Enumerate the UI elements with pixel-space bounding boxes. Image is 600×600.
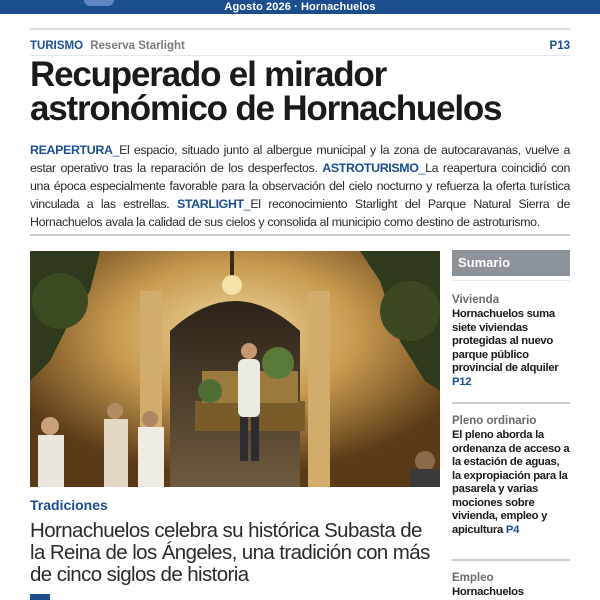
deck-keyword-astroturismo: ASTROTURISMO [322,161,419,175]
section-header [30,39,570,53]
sidebar-item-text: Hornachuelos [452,586,524,598]
section-page-number: P13 [549,40,570,52]
headline-line-1: Recuperado el mirador [30,55,387,94]
sidebar-divider [452,402,570,404]
sidebar-summary [452,246,570,600]
deck-text-starlight: El reconocimiento Starlight del Parque Natural Sierra de Hornachuelos avala la calidad de sus cielos y consolida al municipio como destino de astroturismo. [30,197,571,229]
sidebar-item-text: Hornachuelos suma siete viviendas protegidas al nuevo parque público provincial de alquiler P12 [452,308,559,388]
deck-text-astroturismo: La reapertura coincidió con una época especialmente favorable para la observación del cielo nocturno y refuerza la oferta turística vinculada a las estrellas. [30,161,570,211]
sidebar-item-empleo[interactable] [452,571,570,600]
deck-keyword-reapertura: REAPERTURA [30,143,113,157]
section-category[interactable]: TURISMO [30,40,84,52]
procession-photo-illustration [30,251,440,487]
sidebar-item-page: P12 [452,375,472,388]
sidebar-divider [452,280,570,281]
edition-date: Agosto 2026 · Hornachuelos [224,1,376,13]
sidebar-item-kicker: Empleo [452,572,494,584]
article-headline[interactable] [30,55,570,128]
sidebar-heading: Sumario [452,250,570,276]
sidebar-item-kicker: Vivienda [452,294,500,306]
sidebar-item-pleno[interactable] [452,414,570,537]
top-banner [0,0,600,14]
feature-title[interactable]: Hornachuelos celebra su histórica Subasta de la Reina de los Ángeles, una tradición con más de cinco siglos de historia [30,519,430,586]
sidebar-divider [452,559,570,561]
deck-divider [30,234,570,236]
feature-photo[interactable] [30,251,440,487]
deck-text-reapertura: El espacio, situado junto al albergue municipal y la zona de autocaravanas, vuelve a estar operativo tras la reparación de los desperfectos. [30,143,570,175]
sidebar-item-vivienda[interactable] [452,293,570,389]
deck-keyword-starlight: STARLIGHT [176,197,244,211]
headline-line-2: astronómico de Hornachuelos [30,89,502,128]
section-subcategory[interactable]: Reserva Starlight [90,40,185,52]
feature-dropcap [30,594,50,600]
sidebar-item-page: P4 [505,523,520,536]
section-divider-top [30,28,570,30]
sidebar-item-text: El pleno aborda la ordenanza de acceso a la estación de aguas, la expropiación para la pasarela y varias mociones sobre vivienda, empleo y apicultura P4 [452,429,570,536]
sidebar-item-kicker: Pleno ordinario [452,415,537,427]
feature-category[interactable]: Tradiciones [30,497,108,513]
article-deck: REAPERTURA_El espacio, situado junto al albergue municipal y la zona de autocaravanas, vuelve a estar operativo tras la reparación de los desperfectos. ASTROTURISMO_La reapertura coincidió con una época especialmente favorable para la observación del cielo nocturno y refuerza la oferta turística vinculada a las estrellas. STARLIGHT_El reconocimiento Starlight del Parque Natural Sierra de Hornachuelos avala la calidad de sus cielos y consolida al municipio como destino de astroturismo. [30,143,571,229]
